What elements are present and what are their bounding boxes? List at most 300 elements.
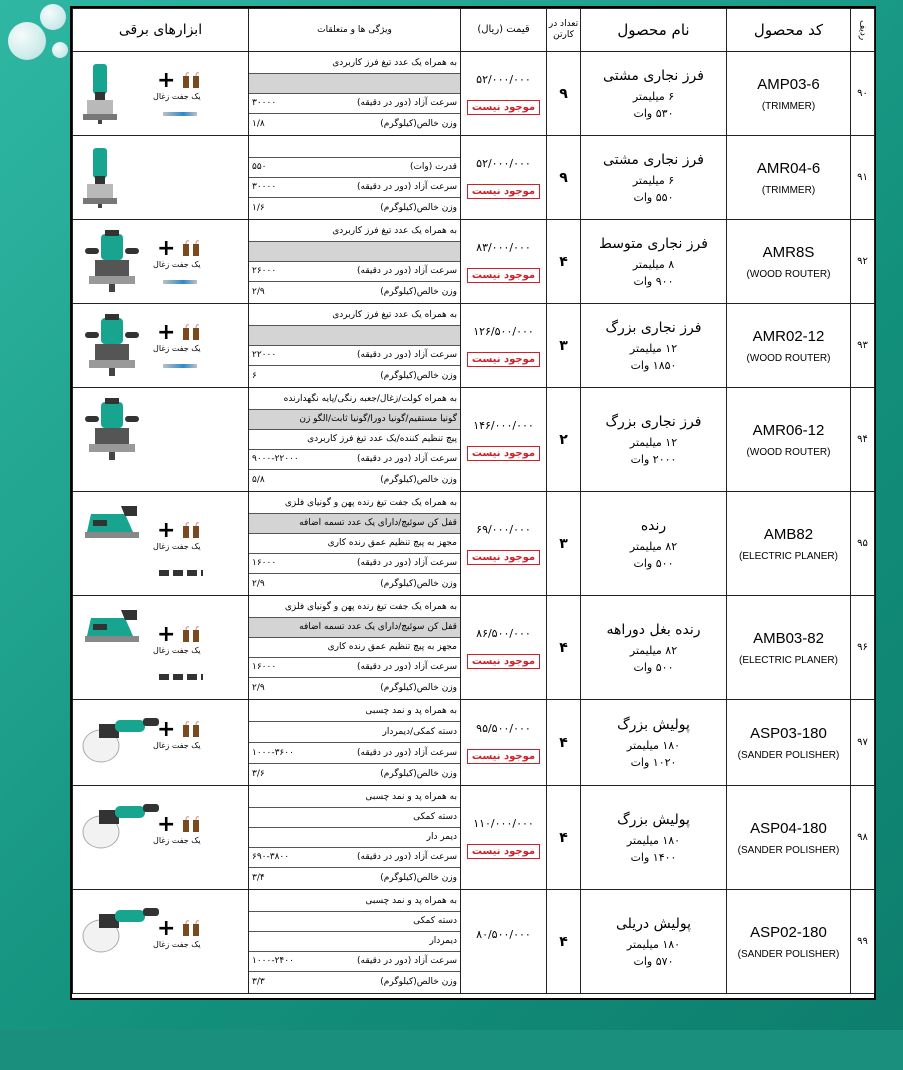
- router-bit-icon: [163, 364, 197, 368]
- product-size: ۸۲ میلیمتر: [629, 643, 678, 657]
- specs-cell: [249, 786, 461, 890]
- row-number: ۹۸: [851, 786, 875, 890]
- carton-count: ۴: [547, 786, 581, 890]
- spec-value: ۱/۸: [252, 118, 265, 129]
- product-code: ASP03-180: [750, 724, 827, 742]
- spec-text: به همراه یک عدد تیغ فرز کاربردی: [332, 310, 457, 320]
- product-code-cell: [727, 52, 851, 136]
- spec-text: سرعت آزاد (دور در دقیقه): [357, 956, 457, 966]
- spec-text: وزن خالص(کیلوگرم): [380, 118, 457, 129]
- spec-text: به همراه کولت/زغال/جعبه رنگی/پایه نگهدارنده: [283, 394, 457, 404]
- spec-text: گونیا مستقیم/گونیا دورا/گونیا ثابت/الگو زن: [299, 414, 457, 424]
- specs-cell: [249, 492, 461, 596]
- carton-count: ۹: [547, 136, 581, 220]
- price-cell: [461, 304, 547, 388]
- spec-text: وزن خالص(کیلوگرم): [380, 872, 457, 883]
- specs-cell: [249, 304, 461, 388]
- spec-text: وزن خالص(کیلوگرم): [380, 474, 457, 485]
- product-name: پولیش دریلی: [615, 915, 692, 932]
- spec-text: به همراه یک عدد تیغ فرز کاربردی: [332, 226, 457, 236]
- tool-image-cell: [73, 136, 249, 220]
- carton-count: ۳: [547, 304, 581, 388]
- specs-cell: [249, 700, 461, 786]
- product-code-cell: [727, 700, 851, 786]
- spec-line: [249, 262, 460, 282]
- trimmer-icon: [81, 146, 121, 212]
- spec-value: ۳/۴: [252, 872, 265, 883]
- price-value: ۹۵/۵۰۰/۰۰۰: [476, 721, 531, 735]
- table-row: [73, 786, 875, 890]
- decor-bubble-medium: [40, 4, 66, 30]
- spec-value: ۱/۶: [252, 202, 265, 213]
- accessory-label: یک جفت زغال: [153, 940, 201, 949]
- carbon-brush-icon: [181, 324, 201, 346]
- spec-text: دسته کمکی/دیمردار: [382, 726, 457, 737]
- product-code: AMR02-12: [752, 327, 825, 345]
- table-row: [73, 492, 875, 596]
- tool-image-cell: [73, 700, 249, 786]
- decor-bubble-large: [8, 22, 46, 60]
- spec-value: ۲/۹: [252, 286, 265, 297]
- spec-text: مجهز به پیچ تنظیم عمق رنده کاری: [327, 642, 457, 652]
- accessory-label: یک جفت زغال: [153, 260, 201, 269]
- row-number: ۹۴: [851, 388, 875, 492]
- spec-line: [249, 366, 460, 386]
- spec-line: [249, 430, 460, 450]
- tool-image-cell: [73, 786, 249, 890]
- spec-line: [249, 932, 460, 952]
- row-number: ۹۹: [851, 890, 875, 994]
- spec-value: ۵/۸: [252, 474, 265, 485]
- row-number: ۹۳: [851, 304, 875, 388]
- spec-line: [249, 828, 460, 848]
- spec-text: قفل کن سوئیچ/دارای یک عدد تسمه اضافه: [299, 518, 457, 528]
- product-name-cell: [581, 786, 727, 890]
- product-watt: ۱۴۰۰ وات: [630, 850, 677, 864]
- tool-image-cell: [73, 304, 249, 388]
- out-of-stock-badge: موجود نیست: [467, 100, 540, 115]
- spec-line: [249, 808, 460, 828]
- spec-value: ۶: [252, 370, 257, 381]
- price-value: ۶۹/۰۰۰/۰۰۰: [476, 522, 531, 536]
- price-value: ۸۶/۵۰۰/۰۰۰: [476, 626, 531, 640]
- product-name: فرز نجاری متوسط: [599, 235, 708, 252]
- spec-line: [249, 222, 460, 242]
- spec-text: سرعت آزاد (دور در دقیقه): [357, 98, 457, 108]
- product-name: فرز نجاری بزرگ: [605, 319, 702, 336]
- product-code: AMR04-6: [756, 159, 821, 177]
- product-code-cell: [727, 220, 851, 304]
- product-type: (WOOD ROUTER): [746, 446, 831, 458]
- tool-image-cell: [73, 52, 249, 136]
- spec-text: وزن خالص(کیلوگرم): [380, 370, 457, 381]
- spec-line: [249, 198, 460, 218]
- router3-icon: [81, 398, 145, 466]
- carton-count: ۴: [547, 596, 581, 700]
- price-cell: [461, 890, 547, 994]
- out-of-stock-badge: موجود نیست: [467, 268, 540, 283]
- product-type: (WOOD ROUTER): [746, 352, 831, 364]
- spec-text: دیمردار: [429, 936, 457, 946]
- accessory-label: یک جفت زغال: [153, 344, 201, 353]
- plus-icon: +: [157, 717, 176, 742]
- product-name-cell: [581, 492, 727, 596]
- spec-line: [249, 54, 460, 74]
- spec-line: [249, 390, 460, 410]
- price-cell: [461, 220, 547, 304]
- header-tools: ابزارهای برقی: [73, 9, 249, 52]
- spec-line: [249, 178, 460, 198]
- spec-line: [249, 114, 460, 134]
- row-number: ۹۷: [851, 700, 875, 786]
- product-code: ASP04-180: [750, 819, 827, 837]
- product-watt: ۵۵۰ وات: [633, 190, 674, 204]
- specs-cell: [249, 890, 461, 994]
- product-type: (ELECTRIC PLANER): [739, 654, 838, 666]
- product-watt: ۵۳۰ وات: [633, 106, 674, 120]
- specs-cell: [249, 220, 461, 304]
- row-number: ۹۵: [851, 492, 875, 596]
- spec-text: سرعت آزاد (دور در دقیقه): [357, 747, 457, 758]
- table-row: [73, 890, 875, 994]
- spec-line: [249, 743, 460, 764]
- accessory-label: یک جفت زغال: [153, 646, 201, 655]
- price-value: ۵۲/۰۰۰/۰۰۰: [476, 72, 531, 86]
- spec-text: سرعت آزاد (دور در دقیقه): [357, 266, 457, 276]
- router2-icon: [81, 314, 145, 382]
- spec-text: قدرت (وات): [409, 162, 457, 172]
- spec-value: ۹۰۰۰-۲۲۰۰۰: [252, 454, 299, 464]
- table-row: [73, 52, 875, 136]
- product-code: AMR06-12: [752, 421, 825, 439]
- product-name: فرز نجاری مشتی: [603, 67, 704, 84]
- product-type: (TRIMMER): [761, 184, 816, 196]
- router-bit-icon: [163, 280, 197, 284]
- polisher-icon: [81, 796, 163, 856]
- spec-line: [249, 470, 460, 490]
- price-value: ۸۰/۵۰۰/۰۰۰: [476, 928, 531, 941]
- spec-line: [249, 598, 460, 618]
- out-of-stock-badge: موجود نیست: [467, 352, 540, 367]
- spec-text: وزن خالص(کیلوگرم): [380, 682, 457, 693]
- spec-value: ۱۰۰۰-۳۶۰۰: [252, 747, 294, 758]
- product-size: ۱۸۰ میلیمتر: [626, 833, 681, 847]
- product-type: (TRIMMER): [761, 100, 816, 112]
- product-name: پولیش بزرگ: [617, 811, 690, 828]
- carton-count: ۳: [547, 492, 581, 596]
- out-of-stock-badge: موجود نیست: [467, 654, 540, 669]
- spec-text: سرعت آزاد (دور در دقیقه): [357, 558, 457, 568]
- product-name-cell: [581, 890, 727, 994]
- spec-line: [249, 788, 460, 808]
- product-name-cell: [581, 388, 727, 492]
- spec-text: به همراه پد و نمد چسبی: [365, 896, 457, 906]
- spec-text: وزن خالص(کیلوگرم): [380, 769, 457, 779]
- spec-line: [249, 306, 460, 326]
- specs-cell: [249, 388, 461, 492]
- tool-image-cell: [73, 492, 249, 596]
- product-code-cell: [727, 596, 851, 700]
- carton-count: ۴: [547, 220, 581, 304]
- product-code-cell: [727, 304, 851, 388]
- specs-cell: [249, 596, 461, 700]
- product-name-cell: [581, 52, 727, 136]
- carbon-brush-icon: [181, 240, 201, 262]
- spec-line: [249, 764, 460, 785]
- product-watt: ۱۰۲۰ وات: [630, 755, 677, 769]
- product-name-cell: [581, 220, 727, 304]
- spec-value: ۳۰۰۰۰: [252, 182, 277, 192]
- product-watt: ۵۰۰ وات: [633, 556, 674, 570]
- product-type: (WOOD ROUTER): [746, 268, 831, 280]
- spec-line: [249, 722, 460, 743]
- spec-line: [249, 138, 460, 158]
- carton-count: ۴: [547, 890, 581, 994]
- product-name: رنده: [640, 517, 667, 534]
- spec-line: [249, 346, 460, 366]
- price-cell: [461, 596, 547, 700]
- carbon-brush-icon: [181, 721, 201, 743]
- spec-line: [249, 678, 460, 698]
- product-code-cell: [727, 890, 851, 994]
- spec-line: [249, 282, 460, 302]
- product-code-cell: [727, 492, 851, 596]
- price-value: ۱۲۶/۵۰۰/۰۰۰: [473, 324, 534, 338]
- plus-icon: +: [157, 68, 176, 93]
- product-name: پولیش بزرگ: [617, 716, 690, 733]
- carbon-brush-icon: [181, 816, 201, 838]
- spec-text: وزن خالص(کیلوگرم): [380, 578, 457, 589]
- spec-line: [249, 912, 460, 932]
- product-type: (ELECTRIC PLANER): [739, 550, 838, 562]
- spec-line: [249, 494, 460, 514]
- product-size: ۱۲ میلیمتر: [629, 435, 678, 449]
- price-cell: [461, 388, 547, 492]
- product-code: AMP03-6: [757, 75, 820, 93]
- spec-line: [249, 158, 460, 178]
- header-count: تعداد در کارتن: [547, 9, 581, 52]
- carbon-brush-icon: [181, 522, 201, 544]
- spec-text: سرعت آزاد (دور در دقیقه): [357, 852, 457, 862]
- spec-text: سرعت آزاد (دور در دقیقه): [357, 662, 457, 672]
- product-watt: ۱۸۵۰ وات: [630, 358, 677, 372]
- price-cell: [461, 52, 547, 136]
- spec-line: [249, 952, 460, 972]
- header-code: کد محصول: [727, 9, 851, 52]
- product-watt: ۵۰۰ وات: [633, 660, 674, 674]
- spec-line: [249, 410, 460, 430]
- spec-value: ۱۰۰۰-۲۴۰۰: [252, 956, 294, 966]
- spec-line: [249, 514, 460, 534]
- price-value: ۱۴۶/۰۰۰/۰۰۰: [473, 418, 534, 432]
- spec-value: ۳/۳: [252, 976, 265, 987]
- carton-count: ۲: [547, 388, 581, 492]
- price-cell: [461, 136, 547, 220]
- plus-icon: +: [157, 916, 176, 941]
- product-name: رنده بغل دوراهه: [606, 621, 701, 638]
- product-size: ۸۲ میلیمتر: [629, 539, 678, 553]
- spec-line: [249, 892, 460, 912]
- spec-value: ۳/۶: [252, 769, 265, 779]
- spec-value: ۲۶۰۰۰: [252, 266, 277, 276]
- spec-text: قفل کن سوئیچ/دارای یک عدد تسمه اضافه: [299, 622, 457, 632]
- spec-text: به همراه یک جفت تیغ رنده پهن و گونیای فلزی: [284, 602, 457, 612]
- row-number: ۹۰: [851, 52, 875, 136]
- spec-value: ۱۶۰۰۰: [252, 662, 277, 672]
- product-name-cell: [581, 596, 727, 700]
- price-cell: [461, 786, 547, 890]
- product-name-cell: [581, 136, 727, 220]
- header-price: قیمت (ریال): [461, 9, 547, 52]
- accessory-label: یک جفت زغال: [153, 836, 201, 845]
- planer-icon: [81, 606, 143, 654]
- product-code-cell: [727, 388, 851, 492]
- specs-cell: [249, 136, 461, 220]
- product-code-cell: [727, 136, 851, 220]
- spec-text: دیمر دار: [426, 832, 457, 842]
- spec-text: به همراه یک عدد تیغ فرز کاربردی: [332, 58, 457, 68]
- out-of-stock-badge: موجود نیست: [467, 446, 540, 461]
- polisher-icon: [81, 710, 163, 770]
- spec-line: [249, 868, 460, 888]
- row-number: ۹۲: [851, 220, 875, 304]
- spec-line: [249, 534, 460, 554]
- spec-value: ۲۲۰۰۰: [252, 350, 277, 360]
- spec-line: [249, 326, 460, 346]
- header-rownum: ردیف: [851, 9, 875, 52]
- spec-line: [249, 618, 460, 638]
- product-watt: ۹۰۰ وات: [633, 274, 674, 288]
- spec-value: ۵۵۰: [252, 162, 267, 172]
- out-of-stock-badge: موجود نیست: [467, 184, 540, 199]
- decor-bubble-small: [52, 42, 68, 58]
- tool-image-cell: [73, 890, 249, 994]
- accessory-label: یک جفت زغال: [153, 92, 201, 101]
- product-type: (SANDER POLISHER): [737, 844, 840, 856]
- spec-line: [249, 972, 460, 992]
- polisher-icon: [81, 900, 163, 960]
- table-row: [73, 304, 875, 388]
- table-row: [73, 136, 875, 220]
- price-list-sheet: [70, 6, 876, 1000]
- trimmer-icon: [81, 62, 121, 128]
- spec-line: [249, 450, 460, 470]
- bottom-band: [0, 1030, 903, 1070]
- carton-count: ۹: [547, 52, 581, 136]
- spec-text: وزن خالص(کیلوگرم): [380, 286, 457, 297]
- spec-line: [249, 94, 460, 114]
- spec-line: [249, 554, 460, 574]
- table-row: [73, 596, 875, 700]
- spec-text: پیچ تنظیم کننده/یک عدد تیغ فرز کاربردی: [307, 434, 457, 444]
- price-cell: [461, 700, 547, 786]
- product-code: ASP02-180: [750, 923, 827, 941]
- spec-text: به همراه یک جفت تیغ رنده پهن و گونیای فلزی: [284, 498, 457, 508]
- out-of-stock-badge: موجود نیست: [467, 550, 540, 565]
- product-watt: ۲۰۰۰ وات: [630, 452, 677, 466]
- spec-text: سرعت آزاد (دور در دقیقه): [357, 182, 457, 192]
- product-size: ۸ میلیمتر: [632, 257, 675, 271]
- product-type: (SANDER POLISHER): [737, 948, 840, 960]
- spec-line: [249, 74, 460, 94]
- router-icon: [81, 230, 145, 298]
- accessory-label: یک جفت زغال: [153, 741, 201, 750]
- spec-line: [249, 638, 460, 658]
- product-watt: ۵۷۰ وات: [633, 954, 674, 968]
- plus-icon: +: [157, 518, 176, 543]
- specs-cell: [249, 52, 461, 136]
- product-size: ۶ میلیمتر: [632, 89, 675, 103]
- spec-text: سرعت آزاد (دور در دقیقه): [357, 454, 457, 464]
- spec-line: [249, 242, 460, 262]
- product-size: ۱۲ میلیمتر: [629, 341, 678, 355]
- price-cell: [461, 492, 547, 596]
- carton-count: ۴: [547, 700, 581, 786]
- product-code: AMB03-82: [753, 629, 824, 647]
- price-value: ۱۱۰/۰۰۰/۰۰۰: [473, 816, 534, 830]
- product-size: ۶ میلیمتر: [632, 173, 675, 187]
- planer-icon: [81, 502, 143, 550]
- product-name-cell: [581, 304, 727, 388]
- spec-line: [249, 701, 460, 722]
- plus-icon: +: [157, 622, 176, 647]
- spec-text: دسته کمکی: [413, 812, 457, 822]
- price-value: ۵۲/۰۰۰/۰۰۰: [476, 156, 531, 170]
- product-code: AMR8S: [762, 243, 815, 261]
- accessory-label: یک جفت زغال: [153, 542, 201, 551]
- product-type: (SANDER POLISHER): [737, 749, 840, 761]
- plus-icon: +: [157, 812, 176, 837]
- table-row: [73, 388, 875, 492]
- product-code: AMB82: [763, 525, 814, 543]
- spec-line: [249, 658, 460, 678]
- plus-icon: +: [157, 320, 176, 345]
- product-size: ۱۸۰ میلیمتر: [626, 937, 681, 951]
- spec-text: دسته کمکی: [413, 916, 457, 926]
- spec-value: ۲/۹: [252, 578, 265, 589]
- table-header-row: [73, 9, 875, 52]
- spec-value: ۶۹۰-۳۸۰۰: [252, 852, 290, 862]
- product-code-cell: [727, 786, 851, 890]
- header-name: نام محصول: [581, 9, 727, 52]
- row-number: ۹۶: [851, 596, 875, 700]
- price-table: [72, 8, 875, 994]
- product-name: فرز نجاری بزرگ: [605, 413, 702, 430]
- spec-text: وزن خالص(کیلوگرم): [380, 976, 457, 987]
- planer-blade-icon: [159, 570, 203, 576]
- spec-value: ۱۶۰۰۰: [252, 558, 277, 568]
- router-bit-icon: [163, 112, 197, 116]
- carbon-brush-icon: [181, 626, 201, 648]
- table-row: [73, 700, 875, 786]
- planer-blade-icon: [159, 674, 203, 680]
- spec-text: به همراه پد و نمد چسبی: [365, 705, 457, 716]
- carbon-brush-icon: [181, 920, 201, 942]
- tool-image-cell: [73, 220, 249, 304]
- product-name: فرز نجاری مشتی: [603, 151, 704, 168]
- header-specs: ویژگی ها و متعلقات: [249, 9, 461, 52]
- tool-image-cell: [73, 596, 249, 700]
- table-row: [73, 220, 875, 304]
- spec-line: [249, 574, 460, 594]
- product-size: ۱۸۰ میلیمتر: [626, 738, 681, 752]
- spec-text: وزن خالص(کیلوگرم): [380, 202, 457, 213]
- spec-text: سرعت آزاد (دور در دقیقه): [357, 350, 457, 360]
- spec-text: مجهز به پیچ تنظیم عمق رنده کاری: [327, 538, 457, 548]
- out-of-stock-badge: موجود نیست: [467, 749, 540, 764]
- price-value: ۸۳/۰۰۰/۰۰۰: [476, 240, 531, 254]
- carbon-brush-icon: [181, 72, 201, 94]
